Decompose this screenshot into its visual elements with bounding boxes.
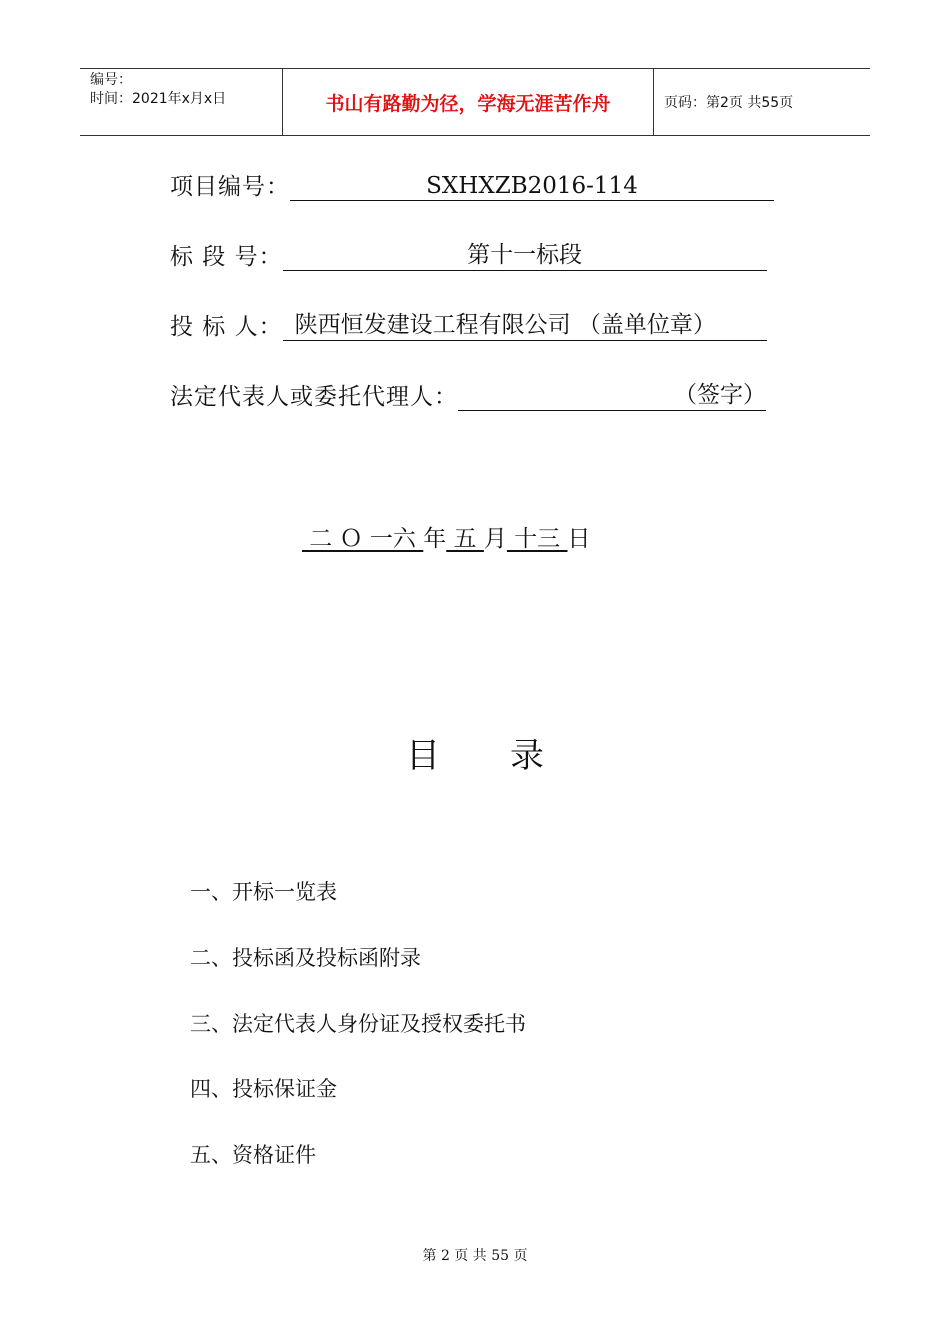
toc-item: 一、开标一览表	[190, 880, 337, 904]
toc-item: 四、投标保证金	[190, 1077, 337, 1101]
header-meta	[80, 69, 282, 135]
section-number-value: 第十一标段	[467, 242, 583, 268]
toc-title: 目录	[406, 736, 614, 776]
time-label: 时间：2021年x月x日	[90, 91, 227, 107]
representative-label: 法定代表人或委托代理人：	[170, 384, 458, 410]
signing-date	[302, 520, 591, 553]
header-motto-cell	[282, 69, 654, 135]
bidder-label: 投 标 人：	[170, 314, 283, 340]
representative-value: （签字）	[674, 382, 766, 408]
bidder-value: 陕西恒发建设工程有限公司 （盖单位章）	[294, 312, 716, 338]
header-page-info: 页码：第2页 共55页	[664, 95, 794, 111]
date-day-unit: 日	[567, 526, 591, 552]
date-month: 五	[446, 526, 484, 552]
toc-item: 三、法定代表人身份证及授权委托书	[190, 1012, 526, 1036]
toc-item: 二、投标函及投标函附录	[190, 946, 421, 970]
project-number-value: SXHXZB2016-114	[426, 173, 638, 199]
document-header	[80, 68, 870, 136]
date-year: 二 Ｏ 一六	[302, 526, 424, 552]
project-number-field	[170, 168, 774, 201]
page-footer: 第 2 页 共 55 页	[422, 1248, 528, 1264]
number-label: 编号：	[90, 72, 132, 88]
date-year-unit: 年	[423, 526, 447, 552]
representative-field	[170, 378, 766, 411]
project-number-line	[290, 171, 774, 201]
date-day: 十三	[506, 526, 568, 552]
toc-item: 五、资格证件	[190, 1143, 316, 1167]
bidder-line	[283, 311, 767, 341]
representative-line	[458, 381, 766, 411]
section-number-line	[283, 241, 767, 271]
section-number-label: 标 段 号：	[170, 244, 283, 270]
bidder-field	[170, 308, 767, 341]
header-motto: 书山有路勤为径，学海无涯苦作舟	[325, 92, 611, 115]
project-number-label: 项目编号：	[170, 174, 290, 200]
date-month-unit: 月	[483, 526, 507, 552]
section-number-field	[170, 238, 767, 271]
